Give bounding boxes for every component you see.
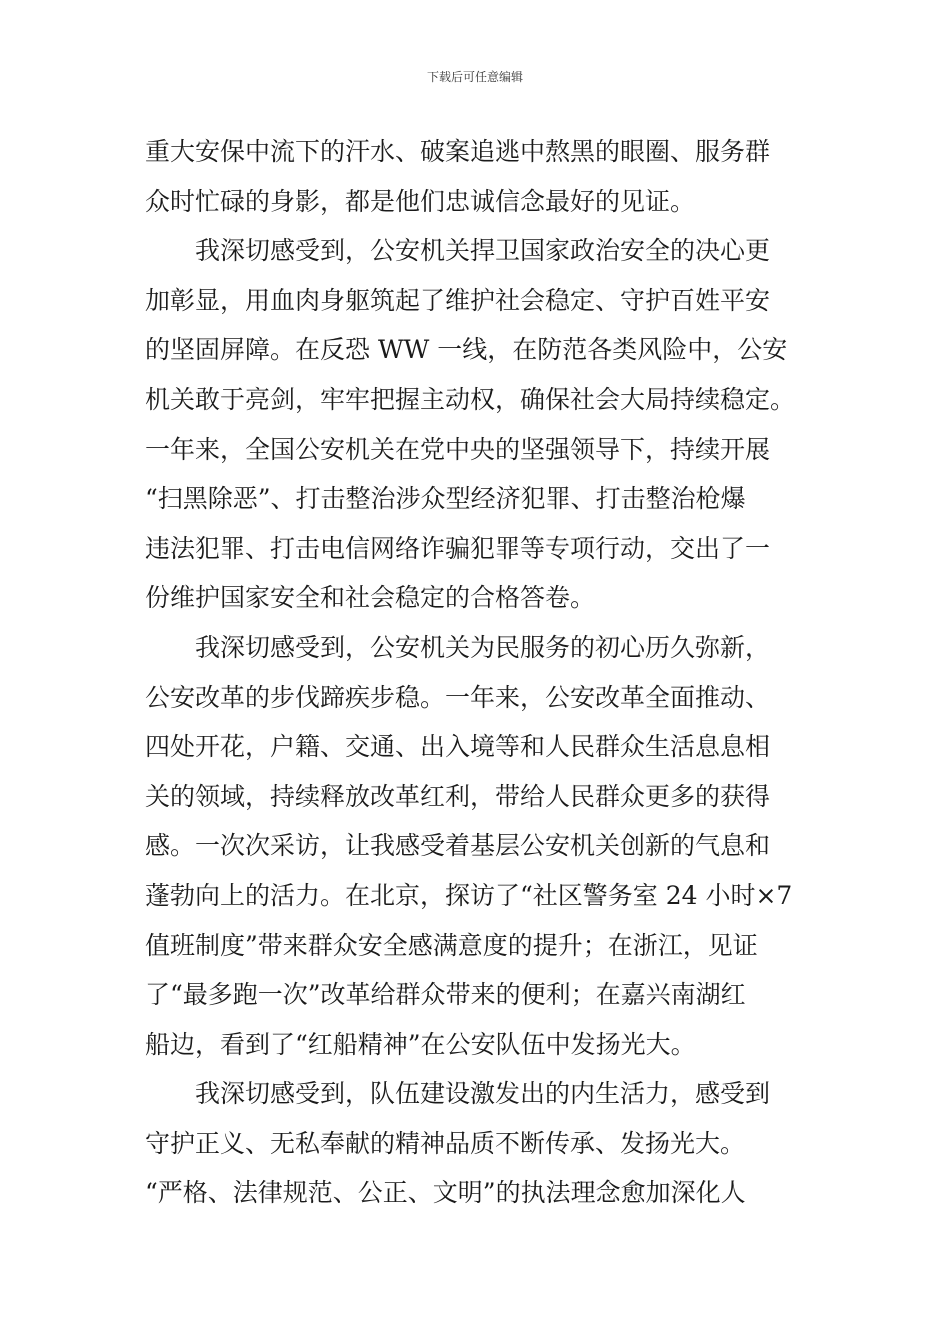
text-line: 众时忙碌的身影，都是他们忠诚信念最好的见证。 (145, 186, 696, 216)
text-line: 四处开花，户籍、交通、出入境等和人民群众生活息息相 (145, 732, 771, 762)
text-line: 加彰显，用血肉身躯筑起了维护社会稳定、守护百姓平安 (145, 285, 771, 315)
text-line: 值班制度”带来群众安全感满意度的提升；在浙江，见证 (145, 930, 758, 960)
text-line: 重大安保中流下的汗水、破案追逃中熬黑的眼圈、服务群 (145, 137, 771, 166)
text-line: 的坚固屏障。在反恐 WW 一线，在防范各类风险中，公安 (145, 335, 788, 365)
text-line: “严格、法律规范、公正、文明”的执法理念愈加深化人 (145, 1178, 746, 1208)
text-line: 守护正义、无私奉献的精神品质不断传承、发扬光大。 (145, 1128, 746, 1158)
text-line: “扫黑除恶”、打击整治涉众型经济犯罪、打击整治枪爆 (145, 484, 746, 514)
text-line: 公安改革的步伐蹄疾步稳。一年来，公安改革全面推动、 (145, 682, 771, 712)
text-line: 违法犯罪、打击电信网络诈骗犯罪等专项行动，交出了一 (145, 533, 771, 563)
text-line: 份维护国家安全和社会稳定的合格答卷。 (145, 583, 596, 613)
page-header: 下载后可任意编辑 (426, 70, 523, 84)
text-line: 了“最多跑一次”改革给群众带来的便利；在嘉兴南湖红 (145, 980, 746, 1010)
text-line: 机关敢于亮剑，牢牢把握主动权，确保社会大局持续稳定。 (145, 384, 796, 414)
paragraph-first-line: 我深切感受到，公安机关捍卫国家政治安全的决心更 (195, 236, 771, 266)
text-line: 关的领域，持续释放改革红利，带给人民群众更多的获得 (145, 781, 771, 811)
paragraph-first-line: 我深切感受到，队伍建设激发出的内生活力，感受到 (195, 1079, 771, 1109)
paragraph-first-line: 我深切感受到，公安机关为民服务的初心历久弥新， (195, 632, 771, 662)
text-line: 感。一次次采访，让我感受着基层公安机关创新的气息和 (145, 831, 771, 861)
text-line: 船边，看到了“红船精神”在公安队伍中发扬光大。 (145, 1029, 696, 1059)
text-line: 蓬勃向上的活力。在北京，探访了“社区警务室 24 小时×7 (145, 880, 793, 910)
text-line: 一年来，全国公安机关在党中央的坚强领导下，持续开展 (145, 434, 771, 464)
document-body (145, 127, 815, 1218)
